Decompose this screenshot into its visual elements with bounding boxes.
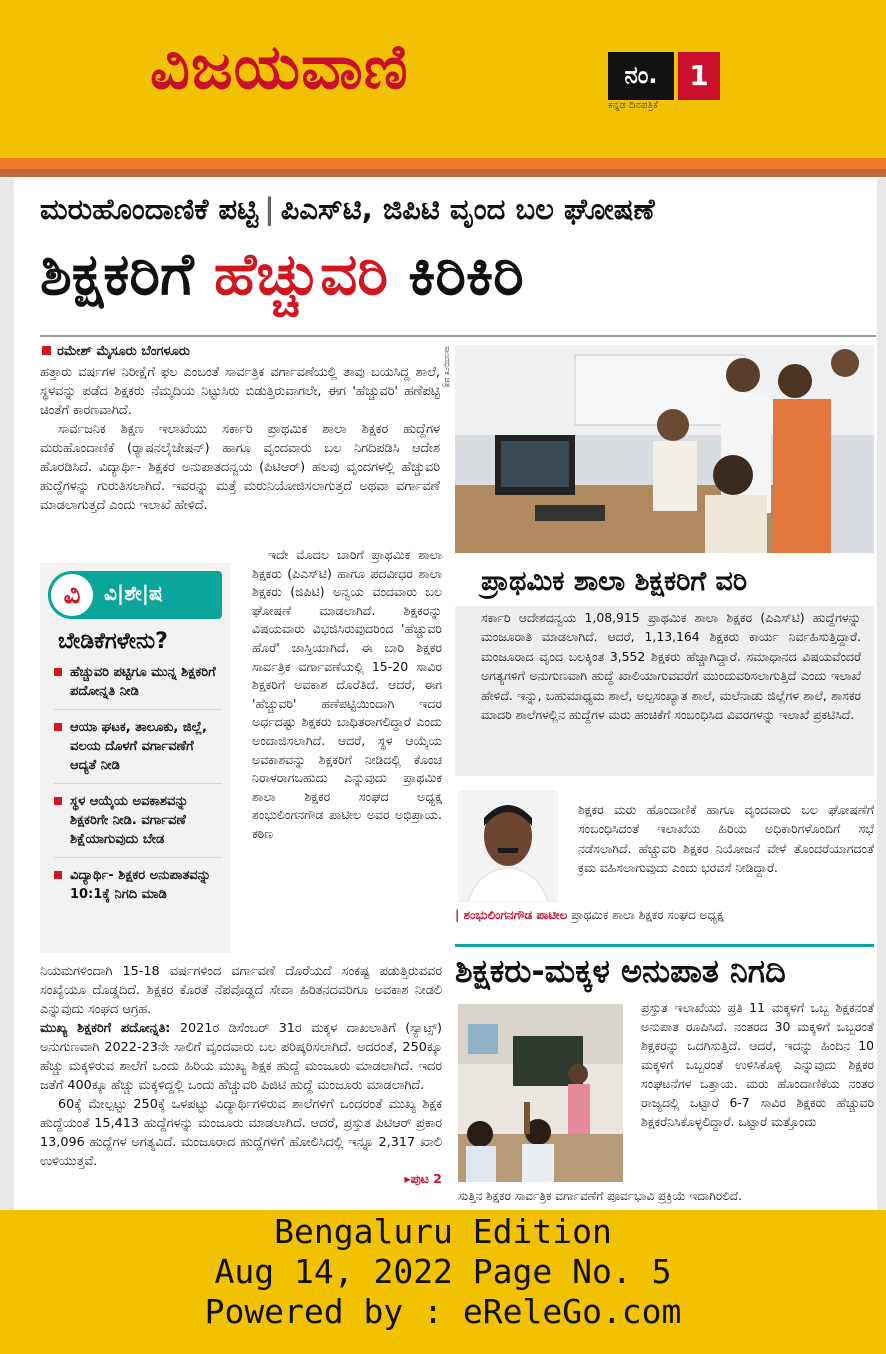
portrait-photo <box>458 790 558 902</box>
bullet-icon <box>54 871 62 879</box>
headline-rule <box>40 335 876 337</box>
caption-name: | ಶಂಭುಲಿಂಗನಗೌಡ ಪಾಟೀಲ <box>455 908 568 922</box>
kicker-left: ಮರುಹೊಂದಾಣಿಕೆ ಪಟ್ಟಿ <box>40 192 259 226</box>
middle-column <box>252 546 442 844</box>
headline-highlight: ಹೆಚ್ಚುವರಿ <box>213 240 389 308</box>
edition-date: Aug 14, 2022 Page No. 5 <box>214 1252 672 1291</box>
logo-text: ನಂ. <box>608 52 674 100</box>
body-paragraph: ನಿಯಮಗಳಿಂದಾಗಿ 15-18 ವರ್ಷಗಳಿಂದ ವರ್ಗಾವಣೆ ದೊರೆಯದೆ ಸಂಕಷ್ಟ ಪಡುತ್ತಿರುವವರ ಸಂಖ್ಯೆಯೂ ದೊಡ್ಡದಿದೆ. ಶಿಕ್ಷಕರ ಕೊರತೆ ನೆಪವೊಡ್ಡದೆ ಸೇವಾ ಹಿರಿತನದವರಿಗೂ ಅವಕಾಶ ನೀಡಲಿ ಎನ್ನುವುದು ಸಂಘದ ಆಗ್ರಹ. <box>40 964 442 1017</box>
portrait-caption <box>455 908 874 923</box>
demands-title: ಬೇಡಿಕೆಗಳೇನು? <box>58 629 168 654</box>
primary-box-header <box>455 560 874 606</box>
ratio-text <box>641 998 874 1131</box>
section-divider <box>455 944 874 947</box>
edition-label: Bengaluru Edition <box>274 1212 612 1251</box>
kicker-right: ಪಿಎಸ್‌ಟಿ, ಜಿಪಿಟಿ ವೃಂದ ಬಲ ಘೋಷಣೆ <box>280 192 655 226</box>
body-paragraph: ಇದೇ ಮೊದಲ ಬಾರಿಗೆ ಪ್ರಾಥಮಿಕ ಶಾಲಾ ಶಿಕ್ಷಕರು (ಪಿಎಸ್‌ಟಿ) ಹಾಗೂ ಪದವೀಧರ ಶಾಲಾ ಶಿಕ್ಷಕರು (ಜಿಪಿಟಿ) ಅನ್ವಯ ವಂದವಾರು ಬಲ ಘೋಷಣೆ ಮಾಡಲಾಗಿದೆ. ಶಿಕ್ಷಕರನ್ನು ವಿಷಯವಾರು ವಿಭಜಿಸಿರುವುದರಿಂದ 'ಹೆಚ್ಚುವರಿ ಹೊರೆ' ಜಾಸ್ತಿಯಾಗಿದೆ. ಈ ಬಾರಿ ಶಿಕ್ಷಕರ ಸಾರ್ವತ್ರಿಕ ವರ್ಗಾವಣೆಯಲ್ಲಿ 15-20 ಸಾವಿರ ಶಿಕ್ಷಕರಿಗೆ ಅವಕಾಶ ದೊರೆತಿದೆ. ಆದರೆ, ಈಗ 'ಹೆಚ್ಚುವರಿ' ಹಣೆಪಟ್ಟಿಯಿಂದಾಗಿ ಇದರ ಅರ್ಧದಷ್ಟು ಶಿಕ್ಷಕರು ಬಾಧಿತರಾಗಲಿದ್ದಾರೆ ಎಂದು ಅಂದಾಜಿಸಲಾಗಿದೆ. ಆದರೆ, ಸ್ಥಳ ಆಯ್ಕೆಯ ಅವಕಾಶವನ್ನು ಶಿಕ್ಷಕರಿಗೆ ನೀಡಿದಲ್ಲಿ ಕೊಂಚ ನಿರಾಳರಾಗಬಹುದು ಎನ್ನುವುದು ಪ್ರಾಥಮಿಕ ಶಾಲಾ ಶಿಕ್ಷಕರ ಸಂಘದ ಅಧ್ಯಕ್ಷ ಶಂಭುಲಿಂಗನಗೌಡ ಪಾಟೀಲ ಅವರ ಅಭಿಪ್ರಾಯ. ಕಠಿಣ <box>252 547 442 841</box>
list-item: ಹೆಚ್ಚುವರಿ ಪಟ್ಟಿಗೂ ಮುನ್ನ ಶಿಕ್ಷಕರಿಗೆ ಪದೋನ್ನತಿ ನೀಡಿ <box>54 663 222 710</box>
powered-by: Powered by : eReleGo.com <box>204 1292 682 1331</box>
newspaper-title: ವಿಜಯವಾಣಿ <box>150 30 409 103</box>
logo-tagline: ಕನ್ನಡ ದಿನಪತ್ರಿಕೆ <box>608 100 659 111</box>
logo-number: 1 <box>678 52 720 100</box>
subhead: ಮುಖ್ಯ ಶಿಕ್ಷಕರಿಗೆ ಪದೋನ್ನತಿ: <box>40 1021 171 1036</box>
body-paragraph: ಸರ್ಕಾರಿ ಆದೇಶದನ್ವಯ 1,08,915 ಪ್ರಾಥಮಿಕ ಶಾಲಾ ಶಿಕ್ಷಕರ (ಪಿಎಸ್‌ಟಿ) ಹುದ್ದೆಗಳನ್ನು ಮಂಜೂರಾತಿ ಮಾಡಲಾಗಿದೆ. ಆದರೆ, 1,13,164 ಶಿಕ್ಷಕರು ಕಾರ್ಯ ನಿರ್ವಹಿಸುತ್ತಿದ್ದಾರೆ. ಮಂಜೂರಾದ ವೃಂದ ಬಲಕ್ಕಿಂತ 3,552 ಶಿಕ್ಷಕರು ಹೆಚ್ಚಾಗಿದ್ದಾರೆ. ಸಮಾಧಾನದ ವಿಷಯವೆಂದರೆ ಅಗತ್ಯಗಳಿಗೆ ಅನುಗುಣವಾಗಿ ಹುದ್ದೆ ಖಾಲಿಯಾಗುವವರೆಗೆ ಮುಂದುವರಿಸಲಾಗುತ್ತಿದೆ ಎಂದು ಇಲಾಖೆ ಹೇಳಿದೆ. ಇನ್ನು, ಬಹುಮಾಧ್ಯಮ ಶಾಲೆ, ಅಲ್ಪಸಂಖ್ಯಾತ ಶಾಲೆ, ಮಲೆನಾಡು ಜಿಲ್ಲೆಗಳ ಶಾಲೆ, ಶಾಸಕರ ಮಾದರಿ ಶಾಲೆಗಳಲ್ಲಿನ ಹುದ್ದೆಗಳ ಮರು ಹಂಚಿಕೆಗೆ ಸಂಬಂಧಿಸಿದ ವಿವರಗಳನ್ನು ಇಲಾಖೆ ಪ್ರಕಟಿಸಿದೆ. <box>481 610 861 723</box>
divider-stripe <box>0 158 886 169</box>
list-item: ಸ್ಥಳ ಆಯ್ಕೆಯ ಅವಕಾಶವನ್ನು ಶಿಕ್ಷಕರಿಗೇ ನೀಡಿ. ವರ್ಗಾವಣೆ ಶಿಕ್ಷೆಯಾಗುವುದು ಬೇಡ <box>54 792 222 858</box>
byline: ರಮೇಶ್ ಮೈಸೂರು ಬೆಂಗಳೂರು <box>42 344 442 359</box>
byline-marker-icon <box>42 346 51 355</box>
demands-list <box>54 663 222 920</box>
list-item: ಆಯಾ ಘಟಕ, ತಾಲೂಕು, ಜಿಲ್ಲೆ, ವಲಯ ದೊಳಗೆ ವರ್ಗಾವಣೆಗೆ ಆದ್ಯತೆ ನೀಡಿ <box>54 718 222 784</box>
photo-teachers-computer <box>455 345 874 553</box>
bottom-text <box>40 962 442 1187</box>
divider-stripe <box>0 169 886 177</box>
logo-badge <box>608 52 720 100</box>
kicker <box>40 192 876 227</box>
primary-box-body <box>455 606 874 776</box>
portrait-quote <box>578 800 874 878</box>
intro-paragraph: ಹತ್ತಾರು ವರ್ಷಗಳ ನಿರೀಕ್ಷೆಗೆ ಫಲ ಎಂಬಂತೆ ಸಾರ್ವತ್ರಿಕ ವರ್ಗಾವಣೆಯಲ್ಲಿ ತಾವು ಬಯಸಿದ್ದ ಶಾಲೆ, ಸ್ಥಳವನ್ನು ಪಡೆದ ಶಿಕ್ಷಕರು ನೆಮ್ಮದಿಯ ನಿಟ್ಟುಸಿರು ಬಿಡುತ್ತಿರುವಾಗಲೇ, ಈಗ 'ಹೆಚ್ಚುವರಿ' ಹಣೆಪಟ್ಟಿ ಚಿಂತೆಗೆ ಕಾರಣವಾಗಿದೆ. <box>40 365 440 418</box>
photo-classroom <box>458 1004 623 1182</box>
continued-link[interactable]: ▸ಪುಟ 2 <box>404 1171 442 1186</box>
intro <box>40 363 440 515</box>
page-margin <box>877 178 886 1210</box>
bullet-icon <box>54 668 62 676</box>
list-item: ವಿದ್ಯಾರ್ಥಿ- ಶಿಕ್ಷಕರ ಅನುಪಾತವನ್ನು 10:1ಕ್ಕೆ ನಿಗದಿ ಮಾಡಿ <box>54 866 222 912</box>
ratio-last-line: ಸುತ್ತಿನ ಶಿಕ್ಷಕರ ಸಾರ್ವತ್ರಿಕ ವರ್ಗಾವಣೆಗೆ ಪೂರ್ವಭಾವಿ ಪ್ರಕ್ರಿಯೆ ಇದಾಗಿರಲಿದೆ. <box>458 1189 742 1203</box>
visesha-badge <box>48 571 222 619</box>
body-paragraph: 60ಕ್ಕೆ ಮೇಲ್ಪಟ್ಟು 250ಕ್ಕೆ ಒಳಪಟ್ಟು ವಿದ್ಯಾರ್ಥಿಗಳಿರುವ ಶಾಲೆಗಳಿಗೆ ಒಂದರಂತೆ ಮುಖ್ಯ ಶಿಕ್ಷಕ ಹುದ್ದೆಯಂತೆ 15,413 ಹುದ್ದೆಗಳನ್ನು ಮಂಜೂರು ಮಾಡಲಾಗಿದೆ. ಆದರೆ, ಪ್ರಸ್ತುತ ಪಿಟಿಆರ್ ಪ್ರಕಾರ 13,096 ಹುದ್ದೆಗಳ ಅಗತ್ಯವಿದೆ. ಮಂಜೂರಾದ ಹುದ್ದೆಗಳಿಗೆ ಹೋಲಿಸಿದಲ್ಲಿ ಇನ್ನೂ 2,317 ಖಾಲಿ ಉಳಿಯುತ್ತವೆ. <box>40 1097 442 1169</box>
kicker-separator: | <box>264 192 275 226</box>
bullet-icon <box>54 723 62 731</box>
demands-box <box>40 563 230 953</box>
photo-credit: ಸಾಂದರ್ಭಿಕ ಚಿತ್ರ <box>443 346 452 388</box>
intro-paragraph: ಸಾರ್ವಜನಿಕ ಶಿಕ್ಷಣ ಇಲಾಖೆಯು ಸರ್ಕಾರಿ ಪ್ರಾಥಮಿಕ ಶಾಲಾ ಶಿಕ್ಷಕರ ಹುದ್ದೆಗಳ ಮರುಹೊಂದಾಣಿಕೆ (ರ‍್ಯಾಷನಲೈಜೇಷನ್) ಹಾಗೂ ವೃಂದವಾರು ಬಲ ನಿಗದಿಪಡಿಸಿ ಆದೇಶ ಹೊರಡಿಸಿದೆ. ವಿದ್ಯಾರ್ಥಿ- ಶಿಕ್ಷಕರ ಅನುಪಾತದನ್ವಯ (ಪಿಟಿಆರ್) ಹಲವು ವೃಂದಗಳಲ್ಲಿ ಹೆಚ್ಚುವರಿ ಹುದ್ದೆಗಳನ್ನು ಗುರುತಿಸಲಾಗಿದೆ. ಇವರನ್ನು ಮತ್ತೆ ಮರುನಿಯೋಜಿಸಲಾಗುತ್ತದೆ ಅಥವಾ ವರ್ಗಾವಣೆ ಮಾಡಲಾಗುತ್ತದೆ ಎಂದು ಇಲಾಖೆ ಹೇಳಿದೆ. <box>40 422 440 513</box>
body-paragraph: ಮುಖ್ಯ ಶಿಕ್ಷಕರಿಗೆ ಪದೋನ್ನತಿ: 2021ರ ಡಿಸೆಂಬರ್ 31ರ ಮಕ್ಕಳ ದಾಖಲಾತಿಗೆ (ಸ್ಯಾಟ್ಸ್) ಅನುಗುಣವಾಗಿ 2022-23ನೇ ಸಾಲಿಗೆ ವೃಂದವಾರು ಬಲ ಪರಿಷ್ಕರಿಸಲಾಗಿದೆ. ಅದರಂತೆ, 250ಕ್ಕೂ ಹೆಚ್ಚು ಮಕ್ಕಳಿರುವ ಶಾಲೆಗೆ ಒಂದು ಹಿರಿಯ ಮುಖ್ಯ ಶಿಕ್ಷಕ ಹುದ್ದೆ ಮಂಜೂರು ಮಾಡಲಾಗಿದೆ. ಇದರ ಜತೆಗೆ 400ಕ್ಕೂ ಹೆಚ್ಚು ಮಕ್ಕಳಿದ್ದಲ್ಲಿ ಒಂದು ಹೆಚ್ಚುವರಿ ಪಿಜಿಟಿ ಹುದ್ದೆ ಮಂಜೂರು ಮಾಡಲಾಗಿದೆ. <box>40 1021 442 1093</box>
visesha-letter: ವಿ <box>48 571 96 619</box>
ratio-title: ಶಿಕ್ಷಕರು-ಮಕ್ಕಳ ಅನುಪಾತ ನಿಗದಿ <box>455 952 786 990</box>
headline-post: ಕಿರಿಕಿರಿ <box>388 240 524 308</box>
bullet-icon <box>54 797 62 805</box>
page-margin <box>0 178 14 1210</box>
visesha-word: ವಿ|ಶೇ|ಷ <box>104 581 163 605</box>
headline <box>40 238 876 311</box>
body-paragraph: ಶಿಕ್ಷಕರ ಮರು ಹೊಂದಾಣಿಕೆ ಹಾಗೂ ವೃಂದವಾರು ಬಲ ಘೋಷಣೆಗೆ ಸಂಬಂಧಿಸಿದಂತೆ ಇಲಾಖೆಯ ಹಿರಿಯ ಅಧಿಕಾರಿಗಳೊಂದಿಗೆ ಸಭೆ ನಡೆಸಲಾಗಿದೆ. ಹೆಚ್ಚುವರಿ ಶಿಕ್ಷಕರ ನಿಯೋಜನೆ ವೇಳೆ ತೊಂದರೆಯಾಗದಂತೆ ಕ್ರಮ ವಹಿಸಲಾಗುವುದು ಎಂದು ಭರವಸೆ ನೀಡಿದ್ದಾರೆ. <box>578 802 874 876</box>
caption-role: ಪ್ರಾಥಮಿಕ ಶಾಲಾ ಶಿಕ್ಷಕರ ಸಂಘದ ಅಧ್ಯಕ್ಷ <box>567 908 724 922</box>
primary-box-title: ಪ್ರಾಥಮಿಕ ಶಾಲಾ ಶಿಕ್ಷಕರಿಗೆ ವರಿ <box>481 566 748 597</box>
body-paragraph: ಪ್ರಸ್ತುತ ಇಲಾಖೆಯು ಪ್ರತಿ 11 ಮಕ್ಕಳಿಗೆ ಒಬ್ಬ ಶಿಕ್ಷಕನಂತೆ ಅನುಪಾತ ರೂಪಿಸಿದೆ. ನಂತರದ 30 ಮಕ್ಕಳಿಗೆ ಒಬ್ಬರಂತೆ ಶಿಕ್ಷಕರನ್ನು ಒದಗಿಸುತ್ತಿದೆ. ಆದರೆ, ಇದನ್ನು ಹಿಂದಿನ 10 ಮಕ್ಕಳಿಗೆ ಒಬ್ಬರಂತೆ ಉಳಿಸಿಕೊಳ್ಳಿ ಎನ್ನುವುದು ಶಿಕ್ಷಕರ ಸಂಘಟನೆಗಳ ಒತ್ತಾಯ. ಮರು ಹೊಂದಾಣಿಕೆಯ ನಂತರ ರಾಜ್ಯದಲ್ಲಿ ಒಟ್ಟಾರೆ 6-7 ಸಾವಿರ ಶಿಕ್ಷಕರು ಹೆಚ್ಚುವರಿ ಶಿಕ್ಷಕರೆನಿಸಿಕೊಳ್ಳಲಿದ್ದಾರೆ. ಒಟ್ಟಾರೆ ಮತ್ತೊಂದು <box>641 1000 874 1129</box>
headline-pre: ಶಿಕ್ಷಕರಿಗೆ <box>40 240 214 308</box>
masthead-band <box>0 0 886 158</box>
